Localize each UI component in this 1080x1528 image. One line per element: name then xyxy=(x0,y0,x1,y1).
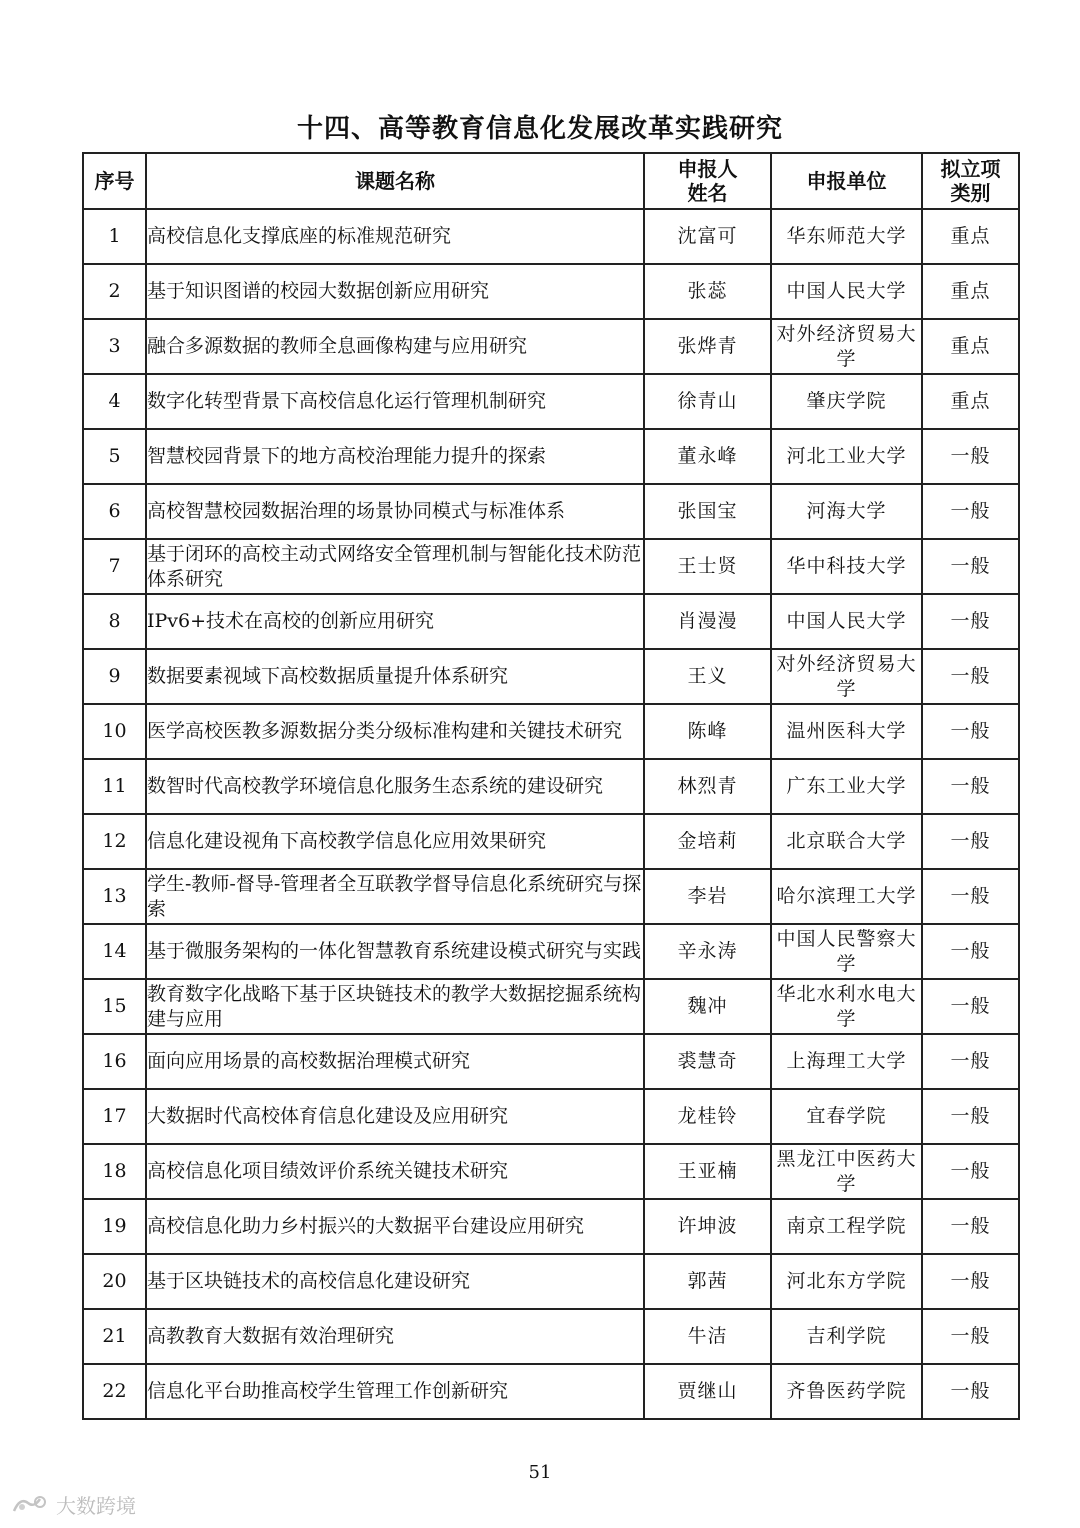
cell-name: 张烨青 xyxy=(644,319,771,374)
table-row xyxy=(83,264,1019,319)
cell-type: 一般 xyxy=(922,759,1019,814)
cell-no: 4 xyxy=(83,374,146,429)
cell-no: 18 xyxy=(83,1144,146,1199)
header-no: 序号 xyxy=(83,153,146,209)
cell-topic: 高校智慧校园数据治理的场景协同模式与标准体系 xyxy=(146,484,644,539)
table-row xyxy=(83,869,1019,924)
cell-name: 王士贤 xyxy=(644,539,771,594)
table-row xyxy=(83,1199,1019,1254)
cell-type: 一般 xyxy=(922,704,1019,759)
cell-name: 徐青山 xyxy=(644,374,771,429)
header-unit: 申报单位 xyxy=(771,153,922,209)
cell-topic: 基于区块链技术的高校信息化建设研究 xyxy=(146,1254,644,1309)
cell-unit: 中国人民大学 xyxy=(771,264,922,319)
cell-name: 王亚楠 xyxy=(644,1144,771,1199)
table-row xyxy=(83,1254,1019,1309)
cell-unit: 北京联合大学 xyxy=(771,814,922,869)
table-row xyxy=(83,814,1019,869)
table-row xyxy=(83,374,1019,429)
cell-topic: 信息化建设视角下高校教学信息化应用效果研究 xyxy=(146,814,644,869)
watermark xyxy=(10,1490,136,1519)
table-row xyxy=(83,209,1019,264)
cell-no: 8 xyxy=(83,594,146,649)
cell-type: 一般 xyxy=(922,814,1019,869)
cell-no: 14 xyxy=(83,924,146,979)
cell-name: 贾继山 xyxy=(644,1364,771,1419)
cell-topic: 基于闭环的高校主动式网络安全管理机制与智能化技术防范体系研究 xyxy=(146,539,644,594)
table-row xyxy=(83,1364,1019,1419)
cell-unit: 河北东方学院 xyxy=(771,1254,922,1309)
cell-name: 王义 xyxy=(644,649,771,704)
cell-type: 一般 xyxy=(922,1309,1019,1364)
cell-no: 22 xyxy=(83,1364,146,1419)
cell-type: 一般 xyxy=(922,649,1019,704)
cell-no: 17 xyxy=(83,1089,146,1144)
cell-unit: 对外经济贸易大学 xyxy=(771,319,922,374)
cell-unit: 河海大学 xyxy=(771,484,922,539)
header-type: 拟立项类别 xyxy=(922,153,1019,209)
cell-type: 一般 xyxy=(922,979,1019,1034)
cell-topic: 面向应用场景的高校数据治理模式研究 xyxy=(146,1034,644,1089)
cell-unit: 华北水利水电大学 xyxy=(771,979,922,1034)
cell-type: 一般 xyxy=(922,594,1019,649)
cell-type: 一般 xyxy=(922,869,1019,924)
cell-unit: 华中科技大学 xyxy=(771,539,922,594)
cell-name: 龙桂铃 xyxy=(644,1089,771,1144)
cell-type: 重点 xyxy=(922,374,1019,429)
cell-no: 13 xyxy=(83,869,146,924)
cell-type: 一般 xyxy=(922,1144,1019,1199)
cell-unit: 上海理工大学 xyxy=(771,1034,922,1089)
cell-no: 10 xyxy=(83,704,146,759)
cell-unit: 中国人民警察大学 xyxy=(771,924,922,979)
cell-topic: 基于微服务架构的一体化智慧教育系统建设模式研究与实践 xyxy=(146,924,644,979)
cell-topic: 高校信息化支撑底座的标准规范研究 xyxy=(146,209,644,264)
cell-type: 一般 xyxy=(922,1034,1019,1089)
table-row xyxy=(83,594,1019,649)
cell-topic: 高校信息化助力乡村振兴的大数据平台建设应用研究 xyxy=(146,1199,644,1254)
cell-topic: 大数据时代高校体育信息化建设及应用研究 xyxy=(146,1089,644,1144)
cell-type: 一般 xyxy=(922,484,1019,539)
cell-topic: 教育数字化战略下基于区块链技术的教学大数据挖掘系统构建与应用 xyxy=(146,979,644,1034)
cell-name: 魏冲 xyxy=(644,979,771,1034)
page-title: 十四、高等教育信息化发展改革实践研究 xyxy=(296,114,783,144)
cell-unit: 肇庆学院 xyxy=(771,374,922,429)
watermark-text: 大数跨境 xyxy=(56,1494,136,1518)
cell-name: 裘慧奇 xyxy=(644,1034,771,1089)
cell-topic: 高校信息化项目绩效评价系统关键技术研究 xyxy=(146,1144,644,1199)
cell-type: 一般 xyxy=(922,1364,1019,1419)
project-table xyxy=(82,152,1020,1420)
cell-unit: 齐鲁医药学院 xyxy=(771,1364,922,1419)
table-row xyxy=(83,539,1019,594)
cell-unit: 河北工业大学 xyxy=(771,429,922,484)
cell-name: 肖漫漫 xyxy=(644,594,771,649)
cell-topic: 医学高校医教多源数据分类分级标准构建和关键技术研究 xyxy=(146,704,644,759)
cell-name: 张蕊 xyxy=(644,264,771,319)
cell-no: 2 xyxy=(83,264,146,319)
cell-name: 许坤波 xyxy=(644,1199,771,1254)
cell-no: 9 xyxy=(83,649,146,704)
cell-unit: 哈尔滨理工大学 xyxy=(771,869,922,924)
cell-no: 11 xyxy=(83,759,146,814)
cell-type: 一般 xyxy=(922,539,1019,594)
table-row xyxy=(83,1144,1019,1199)
page-number: 51 xyxy=(528,1462,552,1483)
cell-name: 沈富可 xyxy=(644,209,771,264)
table-row xyxy=(83,319,1019,374)
cell-topic: 数字化转型背景下高校信息化运行管理机制研究 xyxy=(146,374,644,429)
cell-no: 7 xyxy=(83,539,146,594)
cell-name: 李岩 xyxy=(644,869,771,924)
table-row xyxy=(83,429,1019,484)
cell-no: 5 xyxy=(83,429,146,484)
table-header-row xyxy=(83,153,1019,209)
cell-no: 3 xyxy=(83,319,146,374)
cell-topic: 融合多源数据的教师全息画像构建与应用研究 xyxy=(146,319,644,374)
cell-name: 陈峰 xyxy=(644,704,771,759)
cell-unit: 南京工程学院 xyxy=(771,1199,922,1254)
cell-name: 林烈青 xyxy=(644,759,771,814)
table-row xyxy=(83,924,1019,979)
cell-topic: 基于知识图谱的校园大数据创新应用研究 xyxy=(146,264,644,319)
cell-no: 6 xyxy=(83,484,146,539)
cell-name: 牛洁 xyxy=(644,1309,771,1364)
cell-no: 15 xyxy=(83,979,146,1034)
cell-name: 郭茜 xyxy=(644,1254,771,1309)
cell-name: 辛永涛 xyxy=(644,924,771,979)
cell-type: 重点 xyxy=(922,319,1019,374)
cell-no: 19 xyxy=(83,1199,146,1254)
cell-unit: 温州医科大学 xyxy=(771,704,922,759)
table-row xyxy=(83,759,1019,814)
cell-name: 董永峰 xyxy=(644,429,771,484)
cell-topic: 数据要素视域下高校数据质量提升体系研究 xyxy=(146,649,644,704)
watermark-logo-icon xyxy=(10,1493,50,1517)
cell-type: 重点 xyxy=(922,264,1019,319)
cell-type: 一般 xyxy=(922,1199,1019,1254)
cell-topic: 高教教育大数据有效治理研究 xyxy=(146,1309,644,1364)
cell-topic: 信息化平台助推高校学生管理工作创新研究 xyxy=(146,1364,644,1419)
cell-no: 16 xyxy=(83,1034,146,1089)
table-row xyxy=(83,1089,1019,1144)
cell-topic: 数智时代高校教学环境信息化服务生态系统的建设研究 xyxy=(146,759,644,814)
cell-unit: 黑龙江中医药大学 xyxy=(771,1144,922,1199)
table-row xyxy=(83,484,1019,539)
header-topic: 课题名称 xyxy=(146,153,644,209)
cell-unit: 中国人民大学 xyxy=(771,594,922,649)
table-row xyxy=(83,979,1019,1034)
cell-name: 金培莉 xyxy=(644,814,771,869)
table-row xyxy=(83,1309,1019,1364)
table-row xyxy=(83,704,1019,759)
cell-no: 12 xyxy=(83,814,146,869)
cell-type: 重点 xyxy=(922,209,1019,264)
cell-topic: 智慧校园背景下的地方高校治理能力提升的探索 xyxy=(146,429,644,484)
cell-no: 21 xyxy=(83,1309,146,1364)
cell-name: 张国宝 xyxy=(644,484,771,539)
table-row xyxy=(83,649,1019,704)
cell-type: 一般 xyxy=(922,924,1019,979)
cell-unit: 宜春学院 xyxy=(771,1089,922,1144)
cell-no: 20 xyxy=(83,1254,146,1309)
cell-unit: 华东师范大学 xyxy=(771,209,922,264)
cell-unit: 广东工业大学 xyxy=(771,759,922,814)
cell-no: 1 xyxy=(83,209,146,264)
cell-topic: 学生-教师-督导-管理者全互联教学督导信息化系统研究与探索 xyxy=(146,869,644,924)
table-row xyxy=(83,1034,1019,1089)
cell-type: 一般 xyxy=(922,1254,1019,1309)
cell-type: 一般 xyxy=(922,1089,1019,1144)
cell-unit: 吉利学院 xyxy=(771,1309,922,1364)
header-name: 申报人姓名 xyxy=(644,153,771,209)
cell-topic: IPv6+技术在高校的创新应用研究 xyxy=(146,594,644,649)
cell-unit: 对外经济贸易大学 xyxy=(771,649,922,704)
cell-type: 一般 xyxy=(922,429,1019,484)
